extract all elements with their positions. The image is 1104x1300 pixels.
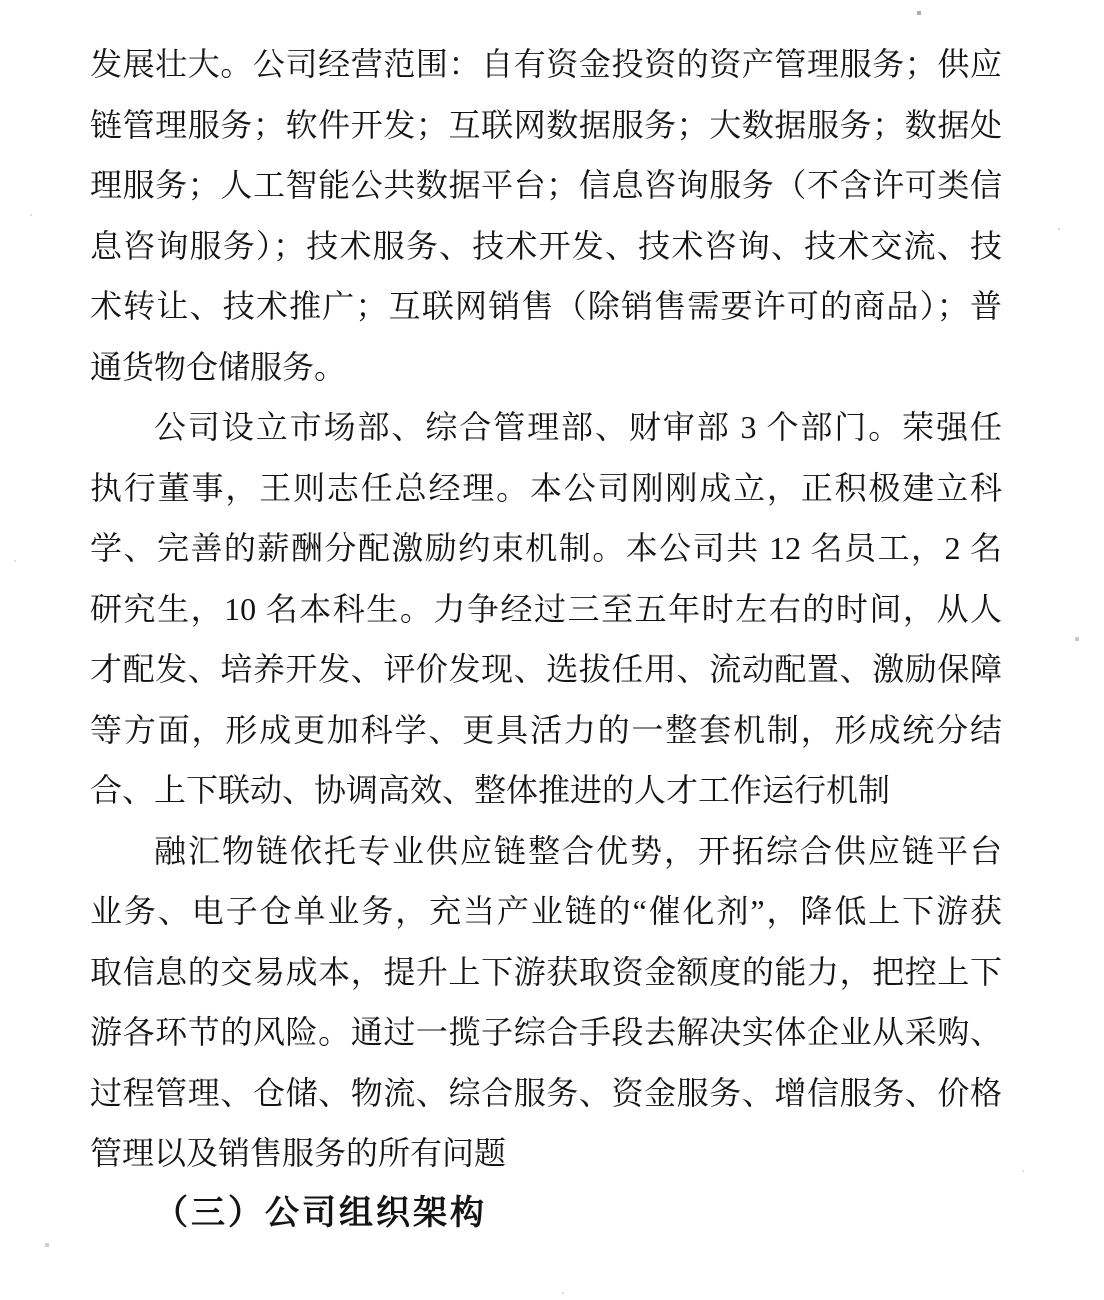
text-line: 公司设立市场部、综合管理部、财审部 3 个部门。荣强任 (154, 409, 1002, 445)
text-line: 执行董事，王则志任总经理。本公司刚刚成立，正积极建立科 (90, 469, 1002, 506)
text-line: 术转让、技术推广；互联网销售（除销售需要许可的商品）；普 (90, 288, 1002, 324)
text-line: 取信息的交易成本，提升上下游获取资金额度的能力，把控上下 (90, 953, 1002, 990)
section-heading: （三）公司组织架构 (154, 1194, 487, 1232)
scan-noise-specks (0, 0, 2, 2)
text-line: 融汇物链依托专业供应链整合优势，开拓综合供应链平台 (154, 832, 1002, 869)
text-line: 等方面，形成更加科学、更具活力的一整套机制，形成统分结 (90, 711, 1002, 748)
text-line: 管理以及销售服务的所有问题 (90, 1135, 507, 1171)
text-line: 业务、电子仓单业务，充当产业链的“催化剂”，降低上下游获 (90, 893, 1002, 929)
text-line: 发展壮大。公司经营范围：自有资金投资的资产管理服务；供应 (90, 46, 1002, 82)
text-line: 合、上下联动、协调高效、整体推进的人才工作运行机制 (90, 772, 891, 808)
text-line: 息咨询服务）；技术服务、技术开发、技术咨询、技术交流、技 (90, 227, 1002, 264)
text-line: 过程管理、仓储、物流、综合服务、资金服务、增信服务、价格 (90, 1074, 1002, 1111)
text-line: 才配发、培养开发、评价发现、选拔任用、流动配置、激励保障 (90, 651, 1002, 687)
text-line: 链管理服务；软件开发；互联网数据服务；大数据服务；数据处 (90, 106, 1002, 143)
text-line: 研究生，10 名本科生。力争经过三至五年时左右的时间，从人 (90, 590, 1002, 627)
text-line: 游各环节的风险。通过一揽子综合手段去解决实体企业从采购、 (90, 1014, 1002, 1050)
text-line: 学、完善的薪酬分配激励约束机制。本公司共 12 名员工，2 名 (90, 530, 1002, 566)
text-line: 理服务；人工智能公共数据平台；信息咨询服务（不含许可类信 (90, 167, 1002, 203)
text-line: 通货物仓储服务。 (90, 348, 347, 385)
document-text-block (90, 34, 1002, 1244)
